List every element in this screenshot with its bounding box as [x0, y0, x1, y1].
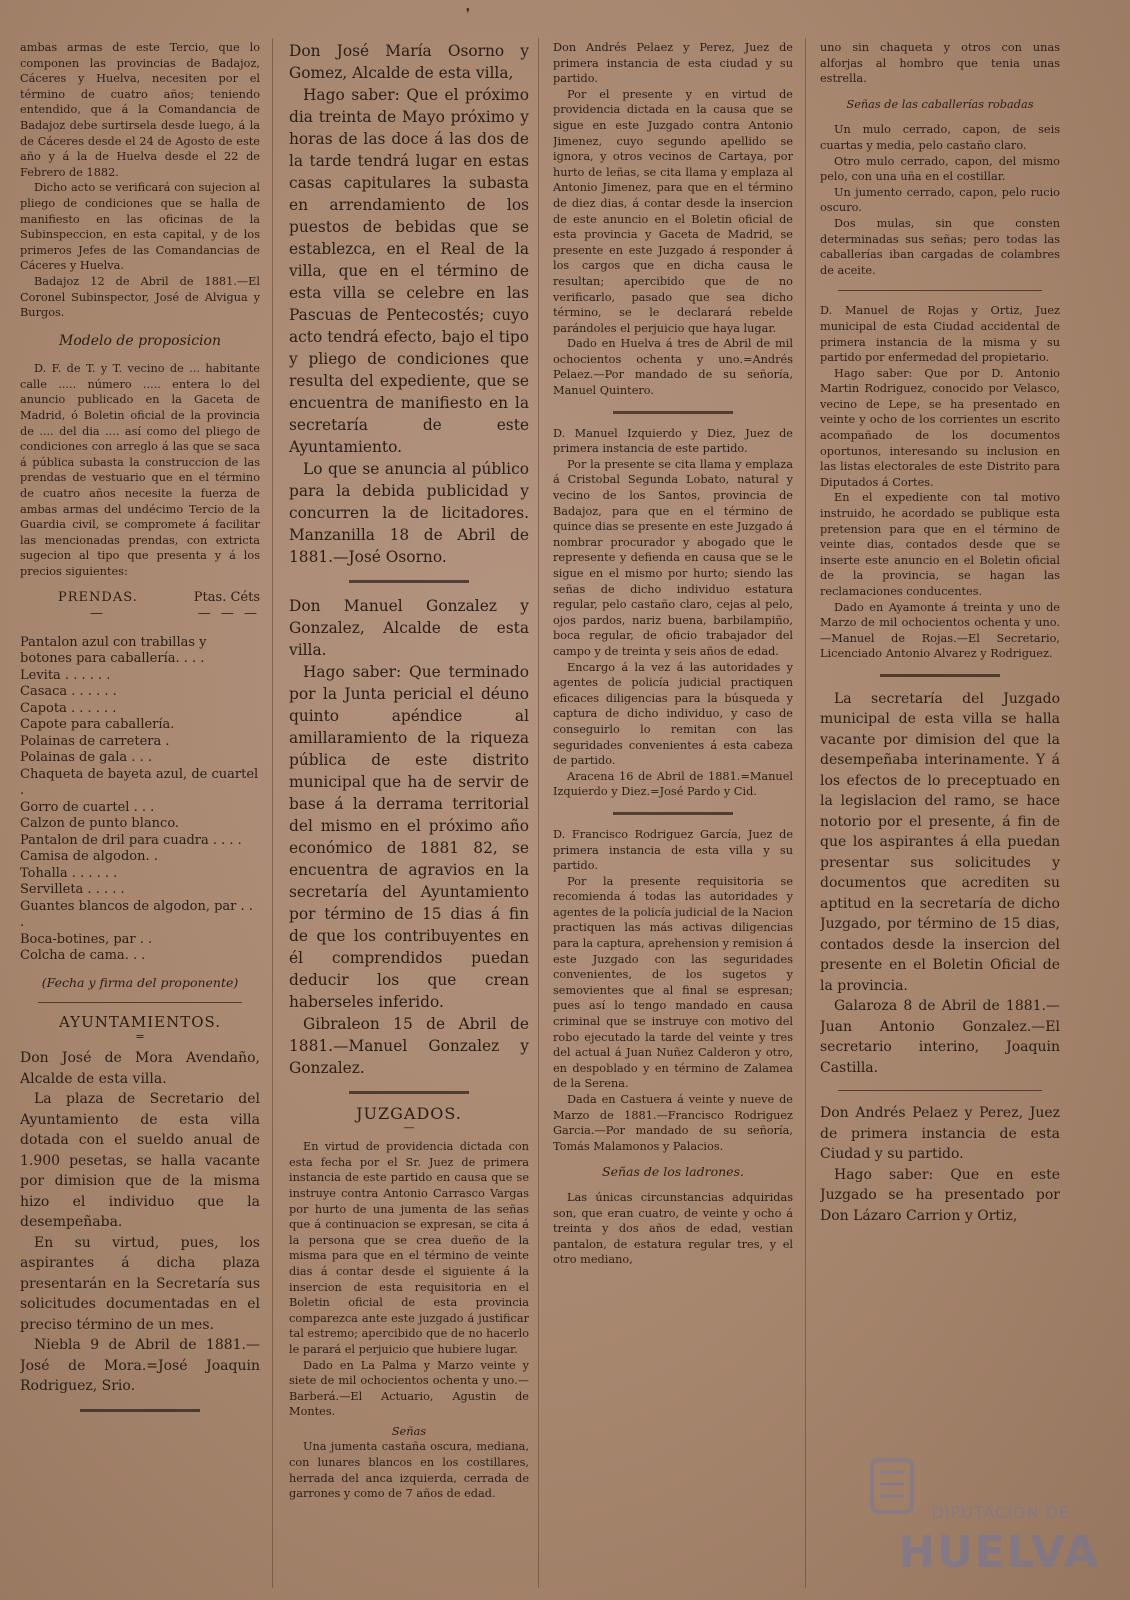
paragraph: Encargo á la vez á las autoridades y agentes de policía judicial practiquen eficaces diligencias para la búsqueda y captura de dicho individuo, y caso de conseguirlo lo remitan con las seguridades convenientes á esta cabeza de partido. — [553, 660, 793, 768]
paragraph: Hago saber: Que terminado por la Junta pericial el déuno quinto apéndice al amillaramiento de la riqueza pública de este distrito municipal que ha de servir de base á la derrama territorial del mismo en el próximo año económico de 1881 82, se encuentra de agravios en la secretaría del Ayuntamiento por término de 15 dias á fin de que los contribuyentes en él comprendidos puedan deducir los que crean haberseles inferido. — [289, 663, 529, 1011]
announcement-heading: D. Francisco Rodriguez García, Juez de primera instancia de esta villa y su partido. — [553, 827, 793, 873]
prenda-item: Capote para caballería. — [20, 717, 175, 732]
announcement-heading: Don Andrés Pelaez y Perez, Juez de primera instancia de esta Ciudad y su partido. — [820, 1105, 1060, 1163]
paragraph: Dicho acto se verificará con sujecion al pliego de condiciones que se halla de manifiesto en las oficinas de la Subinspeccion, en esta capital, y de los primeros Jefes de las Comandancias de Cáceres y Huelva. — [20, 181, 260, 273]
fecha-firma: (Fecha y firma del proponente) — [41, 974, 239, 990]
column-3 — [553, 40, 793, 1585]
prenda-item: Capota . . . . . . — [20, 700, 117, 716]
section-heading: Señas de los ladrones. — [602, 1164, 744, 1180]
prenda-item: Guantes blancos de algodon, par . . . — [20, 898, 253, 930]
ptas-heading: Ptas. Céts — [193, 589, 260, 605]
paragraph: Un mulo cerrado, capon, de seis cuartas y media, pelo castaño claro. — [820, 123, 1060, 152]
paragraph: Por el presente y en virtud de providencia dictada en la causa que se sigue en este Juzgado contra Antonio Jimenez, cuyo segundo apellido se ignora, y otros vecinos de Cartaya, por hurto de leñas, se cita llama y emplaza al Antonio Jimenez, para que en el término de diez dias, á contar desde la insercion de este anuncio en el Boletin oficial de esta provincia y Gaceta de Madrid, se presente en este Juzgado á responder á los cargos que en dicha causa le resultan; apercibido que de no verificarlo, pasado que sea dicho término, se le declarará rebelde parándoles el perjuicio que haya lugar. — [553, 87, 793, 335]
paragraph: Don José de Mora Avendaño, Alcalde de esta villa. — [20, 1050, 260, 1087]
prenda-item: Boca-botines, par . . — [20, 931, 153, 947]
signature: Dado en Ayamonte á treinta y uno de Marzo de mil ochocientos ochenta y uno.—Manuel de Rojas.—El Secretario, Licenciado Antonio Alvarez y Rodriguez. — [820, 600, 1060, 661]
prendas-header — [20, 590, 260, 607]
paragraph: Otro mulo cerrado, capon, del mismo pelo, con una uña en el costillar. — [820, 154, 1060, 184]
paragraph: Dos mulas, sin que consten determinadas sus señas; pero todas las caballerías iban cargadas de colambres de aceite. — [820, 216, 1060, 277]
section-heading: Modelo de proposicion — [59, 332, 221, 349]
announcement-heading: Don José María Osorno y Gomez, Alcalde de esta villa, — [289, 42, 529, 82]
stamp-text: HUELVA — [898, 1527, 1100, 1578]
paragraph: uno sin chaqueta y otros con unas alforjas al hombro que tenia unas estrella. — [820, 41, 1060, 86]
paragraph: Las únicas circunstancias adquiridas son, que eran cuatro, de veinte y ocho á treinta y dos años de edad, vestian pantalon, de estatura regular tres, y el otro mediano, — [553, 1190, 793, 1267]
paragraph: Una jumenta castaña oscura, mediana, con lunares blancos en los costillares, herrada del anca izquierda, cerrada de garrones y como de 7 años de edad. — [289, 1440, 529, 1501]
paragraph: En el expediente con tal motivo instruido, he acordado se publique esta pretension para que en el término de veinte dias, contados desde que se inserte este anuncio en el Boletin oficial de la provincia, se hagan las reclamaciones conducentes. — [820, 491, 1060, 598]
paragraph: Un jumento cerrado, capon, pelo rucio oscuro. — [820, 185, 1060, 215]
paragraph: La plaza de Secretario del Ayuntamiento de esta villa dotada con el sueldo anual de 1.900 pesetas, se halla vacante por dimision que de la misma hizo el individuo que la desempeñaba. — [20, 1091, 260, 1231]
column-4 — [820, 40, 1060, 1585]
paragraph: ambas armas de este Tercio, que lo componen las provincias de Badajoz, Cáceres y Huelva, necesiten por el término de cuatro años; teniendo entendido, que á la Comandancia de Badajoz debe surtirsela desde luego, á la de Cáceres desde el 24 de Agosto de este año y á la de Huelva desde el 22 de Febrero de 1882. — [20, 41, 260, 179]
signature: Dada en Castuera á veinte y nueve de Marzo de 1881.—Francisco Rodriguez Garcia.—Por mandado de su señoría, Tomás Malamonos y Palacios. — [553, 1093, 793, 1153]
prenda-item: Tohalla . . . . . . — [20, 865, 118, 881]
announcement-heading: D. Manuel Izquierdo y Diez, Juez de primera instancia de este partido. — [553, 426, 793, 456]
prenda-item: Polainas de gala . . . — [20, 750, 152, 765]
paragraph: Hago saber: Que el próximo dia treinta de Mayo próximo y horas de las doce á las dos de la tarde tendrá lugar en estas casas capitulares la subasta en arrendamiento de los puestos de bebidas que se establezca, en el Real de la villa, que en el término de esta villa se celebre en las Pascuas de Pentecostés; cuyo acto tendrá efecto, bajo el tipo y pliego de condiciones que resulta del expediente, que se encuentra de manifiesto en la secretaría de este Ayuntamiento. — [289, 86, 529, 456]
announcement-heading: Don Andrés Pelaez y Perez, Juez de primera instancia de esta ciudad y su partido. — [553, 41, 793, 86]
announcement-heading: Don Manuel Gonzalez y Gonzalez, Alcalde de esta villa. — [289, 597, 529, 659]
paragraph: Hago saber: Que en este Juzgado se ha presentado por Don Lázaro Carrion y Ortiz, — [820, 1166, 1060, 1224]
stamp-text: DIPUTACIÓN DE — [931, 1503, 1070, 1522]
signature: Aracena 16 de Abril de 1881.=Manuel Izquierdo y Diez.=José Pardo y Cid. — [553, 769, 793, 799]
ink-mark: ❜ — [466, 6, 470, 20]
prenda-item: Polainas de carretera . — [20, 733, 170, 749]
prenda-item: Camisa de algodon. . — [20, 849, 158, 864]
prenda-item: Calzon de punto blanco. — [20, 816, 180, 831]
column-rule — [272, 38, 273, 1588]
announcement-heading: D. Manuel de Rojas y Ortiz, Juez municipal de esta Ciudad accidental de primera instancia de la misma y su partido por enfermedad del propietario. — [820, 304, 1060, 365]
section-heading: Señas — [391, 1424, 427, 1438]
prendas-heading: PRENDAS. — [58, 589, 138, 605]
paragraph: Por la presente se cita llama y emplaza á Cristobal Segunda Lobato, natural y vecino de los Santos, provincia de Badajoz, para que en el término de quince dias se presente en este Juzgado á nombrar procurador y abogado que le represente y defienda en causa que se le sigue en el mismo por hurto; siendo las señas de dicho individuo estatura regular, pelo castaño claro, cejas al pelo, ojos pardos, nariz buena, barbilampiño, boca regular, de oficio trabajador del campo y de treinta y seis años de edad. — [553, 457, 793, 658]
paragraph: En su virtud, pues, los aspirantes á dicha plaza presentarán en la Secretaría sus solicitudes documentadas en el preciso término de un mes. — [20, 1234, 260, 1333]
prenda-item: Pantalon azul con trabillas y botones para caballería. . . . — [20, 634, 207, 666]
signature: Badajoz 12 de Abril de 1881.—El Coronel Subinspector, José de Alvigua y Burgos. — [20, 274, 260, 320]
section-heading: JUZGADOS. — [356, 1104, 462, 1123]
paragraph: Por la presente requisitoria se recomienda á todas las autoridades y agentes de la policía judicial de la Nacion practiquen las más activas diligencias para la captura, aprehension y remision á este Juzgado con las seguridades convenientes, de los sugetos y semovientes que al final se espresan; pues así lo tengo mandado en causa criminal que se instruye con motivo del robo ejecutado la tarde del veinte y tres del actual á Juan Nuñez Calderon y otro, en despoblado y en término de Zalamea de la Serena. — [553, 874, 793, 1091]
column-rule — [538, 38, 539, 1588]
prenda-item: Chaqueta de bayeta azul, de cuartel . — [20, 766, 259, 798]
section-heading: AYUNTAMIENTOS. — [58, 1013, 222, 1032]
prenda-item: Levita . . . . . . — [20, 667, 111, 683]
signature: Galaroza 8 de Abril de 1881.—Juan Antonio Gonzalez.—El secretario interino, Joaquin Castilla. — [820, 998, 1060, 1076]
prenda-item: Colcha de cama. . . — [20, 948, 146, 963]
column-rule — [805, 38, 806, 1588]
signature: Dado en La Palma y Marzo veinte y siete de mil ochocientos ochenta y uno.—Barberá.—El Actuario, Agustin de Montes. — [289, 1358, 529, 1419]
signature: Dado en Huelva á tres de Abril de mil ochocientos ochenta y uno.=Andrés Pelaez.—Por mandado de su señoría, Manuel Quintero. — [553, 337, 793, 398]
prenda-item: Casaca . . . . . . — [20, 684, 117, 699]
paragraph: En virtud de providencia dictada con esta fecha por el Sr. Juez de primera instancia de este partido en causa que se instruye contra Antonio Carrasco Vargas por hurto de una jumenta de las señas que á continuacion se expresan, se cita á la persona que se crea dueño de la misma para que en el término de veinte dias á contar desde el siguiente á la insercion de esta requisitoria en el Boletin oficial de esta provincia comparezca ante este juzgado á justificar tal estremo; apercibido que de no hacerlo le parará el perjuicio que hubiere lugar. — [289, 1140, 529, 1356]
section-heading: Señas de las caballerías robadas — [846, 97, 1034, 111]
column-2: Don José María Osorno y Gomez, Alcalde de esta villa, Hago saber: Que el próximo dia treinta de Mayo próximo y horas de las doce á las dos de la tarde tendrá lugar en estas casas capitulares la subasta en arrendamiento de los puestos de bebidas que se establezca, en el Real de la villa, que en el término de esta villa se celebre en las Pascuas de Pentecostés; cuyo acto tendrá efecto, bajo el tipo y pliego de condiciones que resulta del expediente, que se encuentra de manifiesto en la secretaría de este Ayuntamiento. Lo que se anuncia al público para la debida publicidad y concurren la de licitadores. Manzanilla 18 de Abril de 1881.—José Osorno. Don Manuel Gonzalez y Gonzalez, Alcalde de esta villa. Hago saber: Que terminado por la Junta pericial el déuno quinto apéndice al amillaramiento de la riqueza pública de este distrito municipal que ha de servir de base á la derrama territorial del mismo en el próximo año económico de 1881 82, se encuentra de agravios en la secretaría del Ayuntamiento por término de 15 dias á fin de que los contribuyentes en él comprendidos puedan deducir los que crean haberseles inferido. Gibraleon 15 de Abril de 1881.—Manuel Gonzalez y Gonzalez. JUZGADOS. — En virtud de providencia dictada con esta fecha por el Sr. Juez de primera instancia de este partido en causa que se instruye contra Antonio Carrasco Vargas por hurto de una jumenta de las señas que á continuacion se expresan, se cita á la persona que se crea dueño de la misma para que en el término de veinte dias á contar desde el siguiente á la insercion de esta requisitoria en el Boletin oficial de esta provincia comparezca ante este juzgado á justificar tal estremo; apercibido que de no hacerlo le parará el perjuicio que hubiere lugar. Dado en La Palma y Marzo veinte y siete de mil ochocientos ochenta y uno.—Barberá.—El Actuario, Agustin de Montes. Señas Una jumenta castaña oscura, mediana, con lunares blancos en los costillares, herrada del anca izquierda, cerrada de garrones y como de 7 años de edad. — [289, 42, 529, 1501]
paragraph: Hago saber: Que por D. Antonio Martin Rodriguez, conocido por Velasco, vecino de Lepe, se ha presentado en veinte y ocho de los corrientes un escrito acompañado de los documentos oportunos, interesando su inclusion en las listas electorales de este Distrito para Diputados á Cortes. — [820, 366, 1060, 489]
column-1: ambas armas de este Tercio, que lo componen las provincias de Badajoz, Cáceres y Huelva, necesiten por el término de cuatro años; teniendo entendido, que á la Comandancia de Badajoz debe surtirsela desde luego, á la de Cáceres desde el 24 de Agosto de este año y á la de Huelva desde el 22 de Febrero de 1882. Dicho acto se verificará con sujecion al pliego de condiciones que se halla de manifiesto en las oficinas de la Subinspeccion, en esta capital, y de los primeros Jefes de las Comandancias de Cáceres y Huelva. Badajoz 12 de Abril de 1881.—El Coronel Subinspector, José de Alvigua y Burgos. Modelo de proposicion D. F. de T. y T. vecino de ... habitante calle ..... número ..... entera lo del anuncio publicado en la Gaceta de Madrid, ó Boletin oficial de la provincia de .... del dia .... así como del pliego de condiciones con arreglo á las que se saca á pública subasta la construccion de las prendas de vestuario que en el término de cuatro años necesite la fuerza de ambas armas del undécimo Tercio de la Guardia civil, se compromete á facilitar las mencionadas prendas, con extricta sugecion al tipo que presenta y á los precios siguientes: PRENDAS. Ptas. Céts — — — — Pantalon azul con trabillas y botones para caballería. . . . Levita . . . . . . Casaca . . . . . . Capota . . . . . . Capote para caballería. Polainas de carretera . Polainas de gala . . . Chaqueta de bayeta azul, de cuartel . Gorro de cuartel . . . Calzon de punto blanco. Pantalon de dril para cuadra . . . . Camisa de algodon. . Tohalla . . . . . . Servilleta . . . . . Guantes blancos de algodon, par . . . Boca-botines, par . . Colcha de cama. . . (Fecha y firma del proponente) AYUNTAMIENTOS. = Don José de Mora Avendaño, Alcalde de esta villa. La plaza de Secretario del Ayuntamiento de esta villa dotada con el sueldo anual de 1.900 pesetas, se halla vacante por dimision que de la misma hizo el individuo que la desempeñaba. En su virtud, pues, los aspirantes á dicha plaza presentarán en la Secretaría sus solicitudes documentadas en el preciso término de un mes. Niebla 9 de Abril de 1881.—José de Mora.=José Joaquin Rodriguez, Srio. — [20, 40, 260, 1585]
prenda-item: Servilleta . . . . . — [20, 882, 125, 897]
paragraph: La secretaría del Juzgado municipal de esta villa se halla vacante por dimision del que la desempeñaba interinamente. Y á los efectos de lo preceptuado en la legislacion del ramo, se hace notorio por el presente, á fin de que los aspirantes á ella puedan presentar sus solicitudes y documentos que acrediten su aptitud en la secretaría de dicho Juzgado, por término de 15 dias, contados desde la insercion del presente en el Boletin Oficial de la provincia. — [820, 690, 1060, 994]
paragraph: D. F. de T. y T. vecino de ... habitante calle ..... número ..... entera lo del anuncio publicado en la Gaceta de Madrid, ó Boletin oficial de la provincia de .... del dia .... así como del pliego de condiciones con arreglo á las que se saca á pública subasta la construccion de las prendas de vestuario que en el término de cuatro años necesite la fuerza de ambas armas del undécimo Tercio de la Guardia civil, se compromete á facilitar las mencionadas prendas, con extricta sugecion al tipo que presenta y á los precios siguientes: — [20, 362, 260, 578]
prendas-list — [20, 635, 260, 965]
prenda-item: Gorro de cuartel . . . — [20, 799, 155, 815]
signature: Gibraleon 15 de Abril de 1881.—Manuel Gonzalez y Gonzalez. — [289, 1015, 529, 1077]
prenda-item: Pantalon de dril para cuadra . . . . — [20, 832, 242, 848]
signature: Niebla 9 de Abril de 1881.—José de Mora.=José Joaquin Rodriguez, Srio. — [20, 1337, 260, 1395]
paragraph: Lo que se anuncia al público para la debida publicidad y concurren la de licitadores. Manzanilla 18 de Abril de 1881.—José Osorno. — [289, 460, 529, 566]
